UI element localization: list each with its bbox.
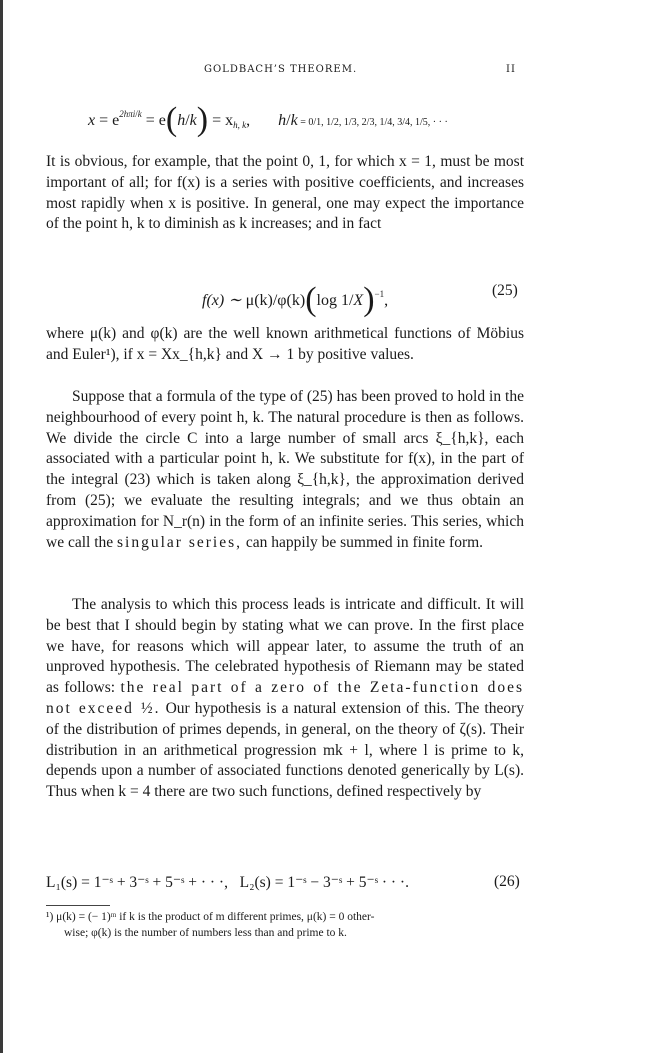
formula-26: L₁(s) = 1⁻ˢ + 3⁻ˢ + 5⁻ˢ + · · ·, L₂(s) = 1⁻ˢ − 3⁻ˢ + 5⁻ˢ · · ·. — [46, 874, 409, 891]
footnote: ¹) μ(k) = (− 1)ᵐ if k is the product of m different primes, μ(k) = 0 other- wise; φ(k) is the number of numbers less than and prime to k. — [46, 911, 375, 939]
footnote-rule — [46, 905, 110, 906]
formula-top: $x = e^{2h\pi i/k} = e(h/k)$ = xh, k, h/k = 0/1, 1/2, 1/3, 2/3, 1/4, 3/4, 1/5, · · · — [88, 101, 448, 138]
paragraph-2: where μ(k) and φ(k) are the well known arithmetical functions of Möbius and Euler¹), if x = Xx_{h,k} and X → 1 by positive values. — [46, 325, 524, 363]
formula-25: f(x) ∼ μ(k)/φ(k)(log 1/X)$^{-1}$, — [202, 281, 389, 318]
paragraph-1: It is obvious, for example, that the point 0, 1, for which x = 1, must be most important of all; for f(x) is a series with positive coefficients, and increases most rapidly when x is positive. In general, one may expect the importance of the point h, k to diminish as k increases; and in fact — [46, 153, 524, 233]
paragraph-3: Suppose that a formula of the type of (25) has been proved to hold in the neighbourhood of every point h, k. The natural procedure is then as follows. We divide the circle C into a large number of small arcs ξ_{h,k}, each associated with a particular point h, k. We substitute for f(x), in the part of the integral (23) which is taken along ξ_{h,k}, the approximation derived from (25); we evaluate the resulting integrals; and we thus obtain an approximation for N_r(n) in the form of an infinite series. This series, which we call the singular series, can happily be summed in finite form. — [46, 388, 524, 551]
running-title: GOLDBACH’S THEOREM. — [204, 64, 358, 75]
equation-number-26: (26) — [494, 873, 520, 890]
page-edge — [0, 0, 3, 1053]
page-number: II — [506, 64, 516, 75]
paragraph-4: The analysis to which this process leads is intricate and difficult. It will be best that I should begin by stating what we can prove. In the first place we have, for reasons which will appear later, to assume the truth of an unproved hypothesis. The celebrated hypothesis of Riemann may be stated as follows: the real part of a zero of the Zeta-function does not exceed ½. Our hypothesis is a natural extension of this. The theory of the distribution of primes depends, in general, on the theory of ζ(s). Their distribution in an arithmetical progression mk + l, where l is prime to k, depends upon a number of associated functions denoted generically by L(s). Thus when k = 4 there are two such functions, defined respectively by — [46, 596, 525, 801]
running-head — [0, 64, 672, 80]
equation-number-25: (25) — [492, 282, 518, 299]
